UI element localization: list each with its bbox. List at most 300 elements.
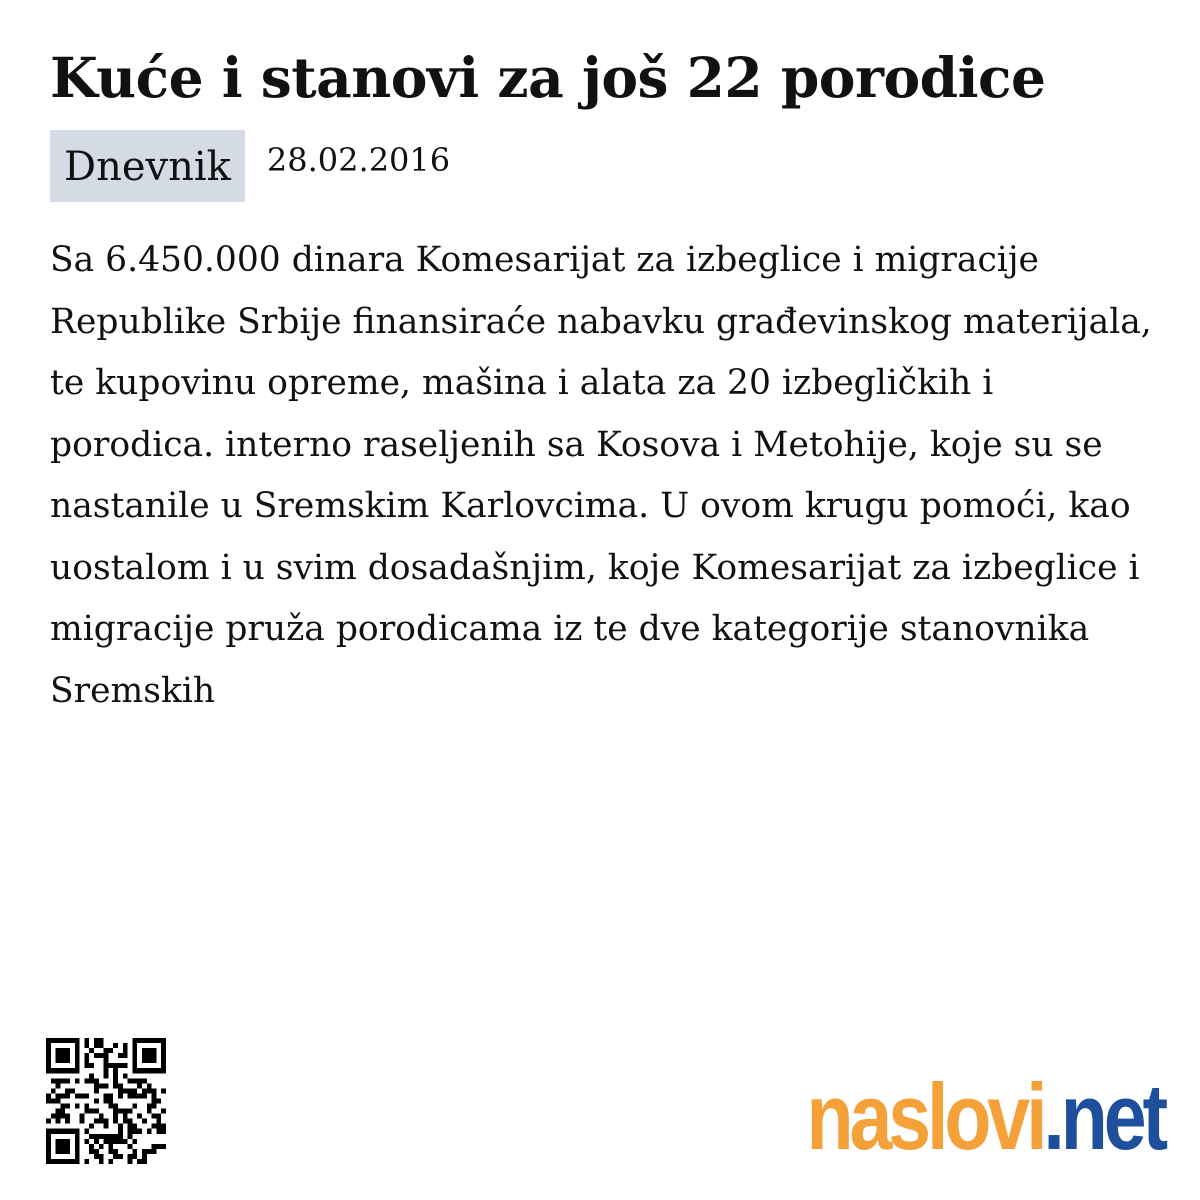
qr-module	[128, 1093, 133, 1098]
qr-module	[161, 1048, 166, 1053]
qr-module	[75, 1048, 80, 1053]
qr-module	[94, 1139, 99, 1144]
qr-module	[65, 1114, 70, 1119]
qr-module	[147, 1104, 152, 1109]
qr-module	[142, 1149, 147, 1154]
qr-module	[84, 1063, 89, 1068]
qr-module	[152, 1104, 157, 1109]
qr-module	[123, 1053, 128, 1058]
qr-module	[161, 1129, 166, 1134]
qr-module	[60, 1048, 65, 1053]
brand-logo-main: naslovi	[806, 1064, 1044, 1169]
qr-module	[104, 1068, 109, 1073]
qr-module	[56, 1038, 61, 1043]
article-title: Kuće i stanovi za još 22 porodice	[50, 45, 1046, 110]
qr-module	[128, 1088, 133, 1093]
qr-module	[137, 1078, 142, 1083]
qr-module	[108, 1098, 113, 1103]
qr-module	[161, 1088, 166, 1093]
brand-logo[interactable]	[806, 1062, 1164, 1172]
qr-module	[65, 1144, 70, 1149]
qr-module	[142, 1068, 147, 1073]
qr-module	[104, 1119, 109, 1124]
qr-module	[132, 1104, 137, 1109]
qr-module	[65, 1038, 70, 1043]
qr-module	[113, 1119, 118, 1124]
qr-module	[94, 1078, 99, 1083]
qr-module	[118, 1083, 123, 1088]
qr-module	[46, 1038, 51, 1043]
qr-module	[104, 1124, 109, 1129]
qr-module	[65, 1159, 70, 1164]
source-badge[interactable]: Dnevnik	[50, 130, 245, 202]
qr-module	[128, 1144, 133, 1149]
qr-module	[65, 1058, 70, 1063]
qr-module	[60, 1078, 65, 1083]
qr-module	[51, 1068, 56, 1073]
qr-module	[108, 1104, 113, 1109]
qr-module	[94, 1088, 99, 1093]
qr-module	[142, 1078, 147, 1083]
qr-module	[80, 1119, 85, 1124]
qr-module	[60, 1104, 65, 1109]
qr-module	[132, 1088, 137, 1093]
qr-module	[152, 1144, 157, 1149]
qr-module	[46, 1144, 51, 1149]
qr-module	[113, 1068, 118, 1073]
qr-module	[161, 1068, 166, 1073]
qr-module	[46, 1053, 51, 1058]
qr-module	[123, 1109, 128, 1114]
qr-module	[75, 1134, 80, 1139]
qr-module	[132, 1078, 137, 1083]
qr-module	[123, 1048, 128, 1053]
qr-module	[161, 1144, 166, 1149]
qr-module	[84, 1139, 89, 1144]
qr-module	[113, 1109, 118, 1114]
qr-module	[142, 1154, 147, 1159]
qr-module	[94, 1109, 99, 1114]
qr-module	[132, 1154, 137, 1159]
qr-module	[132, 1063, 137, 1068]
qr-module	[70, 1088, 75, 1093]
qr-module	[75, 1129, 80, 1134]
qr-module	[46, 1159, 51, 1164]
qr-module	[113, 1083, 118, 1088]
qr-module	[152, 1048, 157, 1053]
qr-module	[104, 1134, 109, 1139]
qr-module	[60, 1159, 65, 1164]
qr-module	[89, 1124, 94, 1129]
qr-module	[156, 1098, 161, 1103]
qr-module	[56, 1119, 61, 1124]
qr-module	[123, 1043, 128, 1048]
qr-module	[65, 1048, 70, 1053]
qr-module	[75, 1093, 80, 1098]
qr-module	[161, 1058, 166, 1063]
qr-module	[89, 1144, 94, 1149]
qr-module	[156, 1129, 161, 1134]
qr-module	[99, 1083, 104, 1088]
qr-module	[75, 1053, 80, 1058]
qr-module	[46, 1154, 51, 1159]
qr-module	[99, 1053, 104, 1058]
qr-module	[99, 1114, 104, 1119]
qr-module	[60, 1093, 65, 1098]
qr-module	[132, 1093, 137, 1098]
qr-module	[152, 1149, 157, 1154]
qr-module	[75, 1068, 80, 1073]
qr-module	[80, 1093, 85, 1098]
qr-module	[56, 1053, 61, 1058]
qr-module	[123, 1114, 128, 1119]
qr-module	[46, 1068, 51, 1073]
qr-module	[51, 1114, 56, 1119]
qr-module	[161, 1053, 166, 1058]
qr-module	[94, 1098, 99, 1103]
qr-module	[56, 1109, 61, 1114]
qr-module	[60, 1109, 65, 1114]
qr-module	[94, 1134, 99, 1139]
qr-module	[46, 1093, 51, 1098]
qr-module	[75, 1063, 80, 1068]
qr-module	[99, 1038, 104, 1043]
qr-module	[156, 1068, 161, 1073]
qr-module	[152, 1098, 157, 1103]
qr-module	[84, 1043, 89, 1048]
qr-module	[156, 1114, 161, 1119]
qr-module	[108, 1048, 113, 1053]
qr-module	[132, 1068, 137, 1073]
qr-module	[65, 1119, 70, 1124]
qr-module	[84, 1038, 89, 1043]
qr-module	[147, 1053, 152, 1058]
qr-module	[108, 1159, 113, 1164]
qr-module	[128, 1124, 133, 1129]
qr-module	[156, 1144, 161, 1149]
qr-module	[118, 1154, 123, 1159]
qr-module	[113, 1063, 118, 1068]
qr-module	[156, 1119, 161, 1124]
qr-module	[147, 1058, 152, 1063]
article-meta	[50, 130, 1160, 202]
qr-module	[132, 1149, 137, 1154]
qr-module	[99, 1159, 104, 1164]
qr-module	[84, 1159, 89, 1164]
qr-module	[56, 1093, 61, 1098]
qr-module	[152, 1068, 157, 1073]
qr-module	[51, 1038, 56, 1043]
qr-module	[84, 1104, 89, 1109]
qr-module	[142, 1048, 147, 1053]
qr-module	[142, 1119, 147, 1124]
qr-module	[108, 1134, 113, 1139]
qr-module	[51, 1129, 56, 1134]
qr-module	[56, 1078, 61, 1083]
qr-module	[123, 1088, 128, 1093]
qr-module	[104, 1083, 109, 1088]
qr-module	[104, 1058, 109, 1063]
qr-module	[104, 1098, 109, 1103]
qr-module	[60, 1139, 65, 1144]
qr-module	[142, 1038, 147, 1043]
qr-module	[132, 1129, 137, 1134]
qr-module	[113, 1043, 118, 1048]
qr-module	[56, 1048, 61, 1053]
qr-module	[137, 1083, 142, 1088]
qr-module	[137, 1038, 142, 1043]
qr-module	[113, 1154, 118, 1159]
qr-module	[128, 1119, 133, 1124]
qr-module	[94, 1149, 99, 1154]
qr-module	[65, 1129, 70, 1134]
qr-module	[46, 1149, 51, 1154]
qr-module	[152, 1053, 157, 1058]
qr-module	[94, 1053, 99, 1058]
article-card	[50, 38, 1160, 722]
qr-module	[84, 1058, 89, 1063]
qr-module	[65, 1149, 70, 1154]
qr-module	[118, 1053, 123, 1058]
qr-module	[46, 1129, 51, 1134]
qr-module	[147, 1149, 152, 1154]
qr-module	[60, 1038, 65, 1043]
qr-module	[99, 1043, 104, 1048]
qr-module	[132, 1053, 137, 1058]
qr-module	[60, 1149, 65, 1154]
qr-module	[89, 1048, 94, 1053]
qr-module	[89, 1078, 94, 1083]
qr-module	[99, 1119, 104, 1124]
qr-module	[51, 1078, 56, 1083]
qr-module	[46, 1134, 51, 1139]
qr-module	[108, 1139, 113, 1144]
qr-module	[75, 1058, 80, 1063]
qr-module	[104, 1073, 109, 1078]
qr-module	[65, 1078, 70, 1083]
qr-module	[89, 1149, 94, 1154]
qr-module	[108, 1149, 113, 1154]
qr-module	[94, 1083, 99, 1088]
qr-module	[152, 1093, 157, 1098]
qr-module	[65, 1053, 70, 1058]
qr-module	[46, 1048, 51, 1053]
qr-module	[123, 1119, 128, 1124]
qr-module	[118, 1093, 123, 1098]
qr-module	[56, 1144, 61, 1149]
qr-module	[94, 1043, 99, 1048]
qr-module	[147, 1088, 152, 1093]
qr-module	[80, 1114, 85, 1119]
qr-module	[137, 1068, 142, 1073]
qr-module	[142, 1088, 147, 1093]
qr-module	[152, 1088, 157, 1093]
qr-module	[89, 1073, 94, 1078]
qr-module	[152, 1058, 157, 1063]
qr-module	[152, 1038, 157, 1043]
qr-module	[84, 1129, 89, 1134]
qr-module	[147, 1129, 152, 1134]
qr-module	[156, 1124, 161, 1129]
qr-module	[118, 1063, 123, 1068]
qr-module	[99, 1134, 104, 1139]
qr-module	[75, 1038, 80, 1043]
qr-module	[108, 1144, 113, 1149]
qr-module	[161, 1043, 166, 1048]
qr-module	[113, 1073, 118, 1078]
qr-module	[161, 1038, 166, 1043]
qr-module	[75, 1144, 80, 1149]
qr-module	[113, 1114, 118, 1119]
qr-module	[123, 1063, 128, 1068]
qr-module	[118, 1088, 123, 1093]
qr-module	[147, 1038, 152, 1043]
qr-module	[56, 1149, 61, 1154]
qr-module	[128, 1129, 133, 1134]
qr-module	[142, 1159, 147, 1164]
qr-module	[75, 1078, 80, 1083]
qr-module	[60, 1144, 65, 1149]
qr-module	[65, 1139, 70, 1144]
qr-module	[60, 1068, 65, 1073]
qr-module	[132, 1058, 137, 1063]
qr-module	[152, 1114, 157, 1119]
qr-module	[142, 1058, 147, 1063]
qr-module	[137, 1129, 142, 1134]
qr-module	[51, 1159, 56, 1164]
qr-module	[108, 1093, 113, 1098]
qr-module	[113, 1104, 118, 1109]
qr-module	[147, 1048, 152, 1053]
qr-module	[60, 1058, 65, 1063]
qr-module	[147, 1068, 152, 1073]
qr-module	[51, 1088, 56, 1093]
qr-module	[104, 1053, 109, 1058]
qr-module	[99, 1144, 104, 1149]
qr-module	[75, 1149, 80, 1154]
qr-module	[89, 1063, 94, 1068]
qr-module	[65, 1068, 70, 1073]
qr-module	[70, 1129, 75, 1134]
qr-module	[65, 1104, 70, 1109]
qr-module	[70, 1038, 75, 1043]
qr-module	[84, 1053, 89, 1058]
qr-module	[128, 1159, 133, 1164]
qr-module	[75, 1139, 80, 1144]
qr-module	[46, 1098, 51, 1103]
qr-module	[65, 1093, 70, 1098]
qr-module	[94, 1119, 99, 1124]
qr-code-icon	[46, 1038, 166, 1164]
qr-module	[56, 1114, 61, 1119]
qr-module	[132, 1043, 137, 1048]
qr-module	[46, 1119, 51, 1124]
qr-module	[161, 1109, 166, 1114]
brand-logo-dot: .	[1043, 1064, 1061, 1169]
qr-module	[60, 1114, 65, 1119]
qr-module	[118, 1109, 123, 1114]
qr-module	[104, 1093, 109, 1098]
qr-module	[132, 1139, 137, 1144]
qr-module	[118, 1124, 123, 1129]
qr-module	[128, 1154, 133, 1159]
qr-module	[128, 1078, 133, 1083]
qr-module	[65, 1088, 70, 1093]
qr-module	[46, 1063, 51, 1068]
qr-module	[56, 1098, 61, 1103]
qr-module	[132, 1124, 137, 1129]
qr-module	[137, 1093, 142, 1098]
qr-module	[84, 1109, 89, 1114]
qr-module	[104, 1048, 109, 1053]
qr-module	[56, 1159, 61, 1164]
qr-module	[113, 1139, 118, 1144]
publish-date: 28.02.2016	[266, 141, 451, 179]
qr-module	[152, 1124, 157, 1129]
qr-module	[89, 1109, 94, 1114]
qr-module	[56, 1083, 61, 1088]
qr-module	[123, 1073, 128, 1078]
qr-module	[113, 1149, 118, 1154]
article-body: Sa 6.450.000 dinara Komesarijat za izbeglice i migracije Republike Srbije finansiraće nabavku građevinskog materijala, te kupovinu opreme, mašina i alata za 20 izbegličkih i porodica. interno raseljenih sa Kosova i Metohije, koje su se nastanile u Sremskim Karlovcima. U ovom krugu pomoći, kao uostalom i u svim dosadašnjim, koje Komesarijat za izbeglice i migracije pruža porodicama iz te dve kategorije stanovnika Sremskih	[50, 240, 1152, 711]
qr-module	[60, 1129, 65, 1134]
qr-module	[142, 1093, 147, 1098]
qr-module	[113, 1134, 118, 1139]
qr-module	[46, 1139, 51, 1144]
qr-module	[128, 1109, 133, 1114]
qr-module	[118, 1139, 123, 1144]
qr-module	[147, 1083, 152, 1088]
qr-module	[113, 1078, 118, 1083]
qr-module	[104, 1063, 109, 1068]
qr-module	[128, 1134, 133, 1139]
qr-module	[84, 1093, 89, 1098]
qr-module	[137, 1159, 142, 1164]
qr-module	[70, 1159, 75, 1164]
qr-module	[161, 1124, 166, 1129]
qr-module	[118, 1129, 123, 1134]
qr-module	[46, 1058, 51, 1063]
qr-module	[56, 1139, 61, 1144]
qr-module	[89, 1134, 94, 1139]
qr-module	[94, 1038, 99, 1043]
qr-module	[75, 1043, 80, 1048]
qr-module	[142, 1053, 147, 1058]
qr-module	[70, 1068, 75, 1073]
qr-module	[75, 1154, 80, 1159]
qr-module	[137, 1114, 142, 1119]
brand-logo-tld: net	[1060, 1064, 1164, 1169]
qr-module	[56, 1129, 61, 1134]
qr-module	[132, 1048, 137, 1053]
qr-module	[161, 1063, 166, 1068]
qr-module	[56, 1058, 61, 1063]
qr-module	[104, 1139, 109, 1144]
qr-module	[99, 1154, 104, 1159]
qr-module	[51, 1098, 56, 1103]
qr-module	[56, 1068, 61, 1073]
qr-module	[84, 1078, 89, 1083]
qr-module	[147, 1109, 152, 1114]
qr-module	[94, 1154, 99, 1159]
qr-module	[60, 1053, 65, 1058]
qr-module	[75, 1104, 80, 1109]
qr-module	[75, 1159, 80, 1164]
qr-module	[132, 1038, 137, 1043]
qr-module	[123, 1139, 128, 1144]
qr-module	[46, 1043, 51, 1048]
qr-module	[118, 1134, 123, 1139]
